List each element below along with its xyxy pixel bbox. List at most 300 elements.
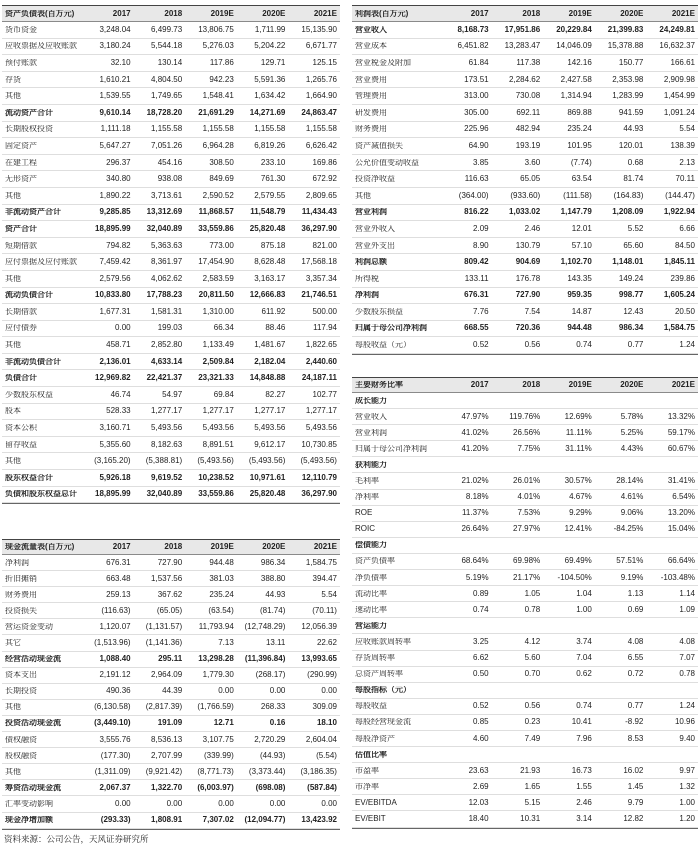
balance-sheet-value-2020e: 761.30 — [260, 174, 286, 184]
balance-sheet-value-2018: 4,804.50 — [151, 74, 183, 84]
income-statement-value-2019e: (111.58) — [563, 190, 592, 200]
income-statement-value-2018: 727.90 — [515, 290, 541, 300]
cash-flow-year-header-2019e: 2019E — [210, 542, 234, 551]
income-statement-value-2021e: 16,632.37 — [659, 41, 695, 51]
cash-flow-value-2017: (177.30) — [100, 750, 131, 760]
financial-ratios-row-label: EV/EBIT — [355, 814, 386, 823]
financial-ratios-value-2019e: 12.41% — [564, 524, 592, 534]
income-statement-value-2020e: 2,353.98 — [612, 74, 644, 84]
income-statement-row — [352, 155, 698, 172]
financial-ratios-value-2017: 8.18% — [465, 492, 489, 502]
balance-sheet-value-2021e: 117.94 — [313, 323, 337, 333]
cash-flow-value-2018: 44.39 — [162, 686, 183, 696]
income-statement-value-2019e: 63.54 — [571, 174, 592, 184]
balance-sheet-total-row — [2, 487, 340, 504]
income-statement-year-header-2018: 2018 — [522, 8, 541, 18]
financial-ratios-value-2018: 5.15 — [524, 797, 541, 807]
income-statement-value-2020e: 44.93 — [623, 124, 644, 134]
balance-sheet-value-2020e: 14,271.69 — [249, 107, 286, 117]
balance-sheet-row — [2, 271, 340, 288]
balance-sheet-value-2019e: 11,868.57 — [198, 207, 234, 217]
income-statement-row-label: 营业成本 — [355, 42, 387, 51]
financial-ratios-value-2018: 27.97% — [513, 524, 541, 534]
financial-ratios-value-2020e: 9.79 — [627, 797, 644, 807]
income-statement-row-label: 少数股东损益 — [355, 307, 403, 316]
income-statement-value-2021e: 2.13 — [679, 157, 695, 167]
cash-flow-value-2020e: (12,748.29) — [244, 621, 286, 631]
financial-ratios-row — [352, 763, 698, 779]
cash-flow-value-2018: 367.62 — [157, 589, 183, 599]
balance-sheet-value-2020e: 25,820.48 — [249, 223, 286, 233]
balance-sheet-value-2019e: 1,133.49 — [202, 340, 234, 350]
financial-ratios-value-2020e: 1.45 — [627, 781, 644, 791]
balance-sheet-year-header-2018: 2018 — [164, 8, 183, 18]
financial-ratios-value-2018: 26.56% — [513, 427, 541, 437]
income-statement-title: 利润表(百万元) — [355, 9, 409, 18]
cash-flow-value-2020e: (11,396.84) — [244, 654, 286, 664]
financial-ratios-value-2017: 0.74 — [473, 604, 489, 614]
cash-flow-value-2017: (1,513.96) — [94, 638, 131, 648]
balance-sheet-row-label: 流动资产合计 — [5, 108, 53, 117]
balance-sheet-total-row — [2, 205, 340, 222]
balance-sheet-value-2020e: 8,628.48 — [254, 257, 286, 267]
balance-sheet-value-2019e: 21,691.29 — [198, 107, 234, 117]
balance-sheet-row — [2, 321, 340, 338]
income-statement-value-2019e: 57.10 — [571, 240, 592, 250]
cash-flow-value-2019e: (8,771.73) — [197, 766, 234, 776]
cash-flow-row-label: 净利润 — [5, 558, 29, 567]
income-statement-total-row — [352, 288, 698, 305]
balance-sheet-value-2020e: 1,634.42 — [254, 91, 286, 101]
financial-ratios-row-label: 资产负债率 — [355, 557, 395, 566]
cash-flow-value-2017: 676.31 — [106, 557, 131, 567]
balance-sheet-value-2019e: 5,276.03 — [202, 41, 234, 51]
balance-sheet-value-2017: 2,136.01 — [99, 356, 131, 366]
financial-ratios-value-2019e: 12.69% — [564, 411, 592, 421]
cash-flow-value-2020e: (3,373.44) — [248, 766, 286, 776]
cash-flow-value-2018: (9,921.42) — [145, 766, 183, 776]
financial-ratios-section-row — [352, 618, 698, 634]
balance-sheet-value-2018: 1,749.65 — [151, 91, 183, 101]
financial-ratios-value-2017: 68.64% — [461, 556, 489, 566]
financial-ratios-row — [352, 731, 698, 747]
balance-sheet-row-label: 其他 — [5, 274, 21, 283]
income-statement-value-2021e: 1,845.11 — [664, 257, 695, 267]
balance-sheet-value-2017: 32.10 — [110, 57, 131, 67]
balance-sheet-value-2019e: 6,964.28 — [202, 140, 234, 150]
financial-ratios-value-2021e: 4.08 — [679, 636, 695, 646]
financial-ratios-value-2017: 12.03 — [468, 797, 489, 807]
balance-sheet-value-2017: 1,539.55 — [99, 91, 131, 101]
financial-ratios-value-2019e: 30.57% — [564, 476, 592, 486]
cash-flow-value-2021e: 13,993.65 — [301, 654, 337, 664]
income-statement-value-2021e: 1,091.24 — [663, 107, 695, 117]
income-statement-value-2018: 65.05 — [520, 174, 541, 184]
cash-flow-header-row — [2, 539, 340, 555]
financial-ratios-header-row — [352, 377, 698, 393]
income-statement-value-2020e: (164.83) — [613, 190, 644, 200]
income-statement-value-2021e: 6.66 — [679, 223, 695, 233]
cash-flow-value-2018: 727.90 — [157, 557, 183, 567]
financial-ratios-value-2021e: 7.07 — [679, 653, 695, 663]
balance-sheet-value-2018: 54.97 — [162, 389, 183, 399]
balance-sheet-row-label: 资本公积 — [5, 424, 37, 433]
balance-sheet-value-2019e: 17,454.90 — [198, 257, 234, 267]
cash-flow-value-2020e: 388.80 — [260, 573, 286, 583]
balance-sheet-row-label: 流动负债合计 — [5, 291, 53, 300]
balance-sheet-value-2017: 7,459.42 — [99, 257, 131, 267]
income-statement-value-2019e: 14,046.09 — [556, 41, 592, 51]
financial-ratios-value-2019e: 0.62 — [576, 669, 592, 679]
balance-sheet-value-2021e: 2,440.60 — [305, 356, 337, 366]
balance-sheet-row-label: 在建工程 — [5, 158, 37, 167]
balance-sheet-row — [2, 88, 340, 105]
balance-sheet-value-2021e: 24,187.11 — [301, 373, 337, 383]
income-statement-value-2019e: 14.87 — [571, 306, 592, 316]
income-statement-row — [352, 337, 698, 354]
balance-sheet-value-2017: (3,165.20) — [94, 456, 131, 466]
income-statement-row — [352, 238, 698, 255]
cash-flow-value-2019e: (6,003.97) — [197, 782, 234, 792]
balance-sheet-value-2020e: 1,155.58 — [254, 124, 286, 134]
balance-sheet-row-label: 资产合计 — [5, 224, 37, 233]
balance-sheet-value-2019e: 66.34 — [213, 323, 234, 333]
financial-ratios-year-header-2021e: 2021E — [671, 380, 695, 389]
balance-sheet-value-2017: 3,160.71 — [99, 423, 131, 433]
cash-flow-value-2017: 3,555.76 — [99, 734, 131, 744]
financial-ratios-value-2020e: 6.55 — [627, 653, 644, 663]
income-statement-row — [352, 39, 698, 56]
balance-sheet-value-2020e: 611.92 — [261, 306, 286, 316]
balance-sheet-value-2019e: 2,509.84 — [202, 356, 234, 366]
balance-sheet-value-2021e: 1,155.58 — [305, 124, 337, 134]
income-statement-value-2018: 130.79 — [515, 240, 541, 250]
income-statement-header-row — [352, 5, 698, 22]
income-statement-value-2018: 692.11 — [516, 107, 541, 117]
income-statement-value-2017: 2.09 — [473, 223, 489, 233]
financial-ratios-value-2019e: 9.29% — [569, 508, 592, 518]
income-statement-row — [352, 271, 698, 288]
financial-ratios-value-2019e: 1.55 — [576, 781, 592, 791]
cash-flow-value-2021e: 12,056.39 — [301, 621, 337, 631]
income-statement-row — [352, 188, 698, 205]
income-statement-value-2020e: 21,399.83 — [607, 24, 644, 34]
cash-flow-value-2019e: 235.24 — [209, 589, 234, 599]
financial-ratios-section-label: 偿债能力 — [355, 541, 387, 550]
balance-sheet-row — [2, 437, 340, 454]
financial-ratios-value-2017: 5.19% — [465, 572, 489, 582]
balance-sheet-value-2018: (5,388.81) — [145, 456, 183, 466]
cash-flow-value-2018: (1,131.57) — [145, 621, 183, 631]
cash-flow-value-2019e: 12.71 — [213, 718, 234, 728]
cash-flow-year-header-2018: 2018 — [164, 542, 183, 551]
cash-flow-row-label: 资本支出 — [5, 671, 37, 680]
balance-sheet-value-2017: 2,579.56 — [99, 273, 131, 283]
income-statement-value-2020e: 15,378.88 — [607, 41, 644, 51]
balance-sheet-value-2019e: 13,806.75 — [198, 24, 234, 34]
cash-flow-value-2021e: 394.47 — [312, 573, 337, 583]
income-statement-value-2018: 2.46 — [524, 223, 541, 233]
income-statement-value-2018: 176.78 — [515, 273, 541, 283]
financial-ratios-row-label: 每股收益 — [355, 702, 387, 711]
balance-sheet-row-label: 负债合计 — [5, 374, 37, 383]
balance-sheet-row-label: 股本 — [5, 407, 21, 416]
balance-sheet-value-2020e: 1,481.67 — [254, 340, 286, 350]
financial-ratios-section-row — [352, 747, 698, 763]
balance-sheet-row-label: 股东权益合计 — [5, 473, 53, 482]
financial-ratios-row-label: 营业利润 — [355, 428, 387, 437]
cash-flow-value-2018: 8,536.13 — [151, 734, 183, 744]
financial-ratios-value-2020e: -84.25% — [613, 524, 644, 534]
income-statement-value-2017: 809.42 — [464, 257, 489, 267]
cash-flow-value-2017: 663.48 — [106, 573, 131, 583]
financial-ratios-row-label: 速动比率 — [355, 605, 387, 614]
income-statement-value-2021e: 138.39 — [670, 140, 695, 150]
financial-ratios-value-2017: 0.85 — [473, 717, 489, 727]
balance-sheet-value-2017: 3,248.04 — [99, 24, 131, 34]
balance-sheet-row — [2, 188, 340, 205]
financial-ratios-row — [352, 522, 698, 538]
balance-sheet-row-label: 其他 — [5, 191, 21, 200]
income-statement-value-2017: 133.11 — [464, 273, 489, 283]
financial-ratios-value-2018: 7.53% — [517, 508, 541, 518]
balance-sheet-header-row — [2, 5, 340, 22]
financial-ratios-row-label: 市盈率 — [355, 766, 379, 775]
income-statement-value-2017: 676.31 — [464, 290, 489, 300]
financial-ratios-value-2021e: 1.20 — [679, 813, 695, 823]
balance-sheet-row — [2, 453, 340, 470]
cash-flow-value-2018: 191.09 — [157, 718, 183, 728]
balance-sheet-value-2018: 5,493.56 — [151, 423, 183, 433]
balance-sheet-value-2017: 1,677.31 — [99, 306, 131, 316]
income-statement-year-header-2021e: 2021E — [671, 8, 695, 18]
cash-flow-value-2018: (1,141.36) — [145, 638, 183, 648]
income-statement-value-2020e: 5.52 — [627, 223, 644, 233]
cash-flow-row-label: 经营活动现金流 — [5, 655, 61, 664]
balance-sheet-value-2019e: 1,310.00 — [202, 306, 234, 316]
financial-ratios-value-2017: 2.69 — [473, 781, 489, 791]
balance-sheet-value-2020e: 233.10 — [260, 157, 286, 167]
income-statement-value-2018: 193.19 — [515, 140, 541, 150]
balance-sheet-year-header-2020e: 2020E — [262, 8, 286, 18]
cash-flow-value-2019e: 381.03 — [209, 573, 234, 583]
financial-ratios-row — [352, 506, 698, 522]
cash-flow-row — [2, 635, 340, 651]
financial-ratios-value-2018: 21.17% — [513, 572, 541, 582]
cash-flow-value-2017: 2,191.12 — [99, 670, 131, 680]
income-statement-year-header-2020e: 2020E — [620, 8, 644, 18]
income-statement-row-label: 营业外收入 — [355, 224, 395, 233]
income-statement-value-2019e: 2,427.58 — [560, 74, 592, 84]
financial-ratios-value-2020e: 4.43% — [620, 443, 644, 453]
income-statement-value-2020e: 150.77 — [618, 57, 644, 67]
financial-ratios-section-label: 每股指标（元） — [355, 686, 411, 695]
cash-flow-value-2021e: 22.62 — [316, 638, 337, 648]
income-statement-row — [352, 171, 698, 188]
cash-flow-value-2020e: (268.17) — [255, 670, 286, 680]
cash-flow-value-2018: (2,817.39) — [145, 702, 183, 712]
cash-flow-value-2017: (1,311.09) — [94, 766, 131, 776]
cash-flow-row — [2, 796, 340, 812]
balance-sheet-value-2021e: 6,626.42 — [305, 140, 337, 150]
balance-sheet-row-label: 短期借款 — [5, 241, 37, 250]
income-statement-value-2017: (364.00) — [458, 190, 489, 200]
income-statement-value-2020e: 986.34 — [618, 323, 644, 333]
financial-ratios-value-2020e: 5.25% — [620, 427, 644, 437]
balance-sheet-total-row — [2, 105, 340, 122]
financial-ratios-value-2021e: 66.64% — [667, 556, 695, 566]
balance-sheet-row-label: 负债和股东权益总计 — [5, 490, 77, 499]
income-statement-value-2019e: 944.48 — [567, 323, 592, 333]
balance-sheet-value-2021e: 21,746.51 — [301, 290, 337, 300]
balance-sheet-value-2019e: 33,559.86 — [198, 223, 234, 233]
balance-sheet-value-2019e: 10,238.52 — [198, 472, 234, 482]
cash-flow-row — [2, 748, 340, 764]
financial-ratios-value-2020e: 12.82 — [623, 813, 644, 823]
balance-sheet-value-2020e: 129.71 — [260, 57, 286, 67]
cash-flow-value-2020e: 986.34 — [260, 557, 286, 567]
financial-ratios-value-2019e: 16.73 — [571, 765, 592, 775]
cash-flow-value-2018: 1,537.56 — [151, 573, 183, 583]
financial-ratios-value-2019e: 69.49% — [564, 556, 592, 566]
income-statement-value-2017: 6,451.82 — [457, 41, 489, 51]
cash-flow-value-2021e: (5.54) — [316, 750, 337, 760]
financial-ratios-value-2018: 4.12 — [524, 636, 541, 646]
financial-ratios-row — [352, 699, 698, 715]
balance-sheet-total-row — [2, 221, 340, 238]
financial-ratios-row — [352, 586, 698, 602]
income-statement-value-2018: 904.69 — [515, 257, 541, 267]
balance-sheet-row — [2, 122, 340, 139]
income-statement-value-2019e: 869.88 — [567, 107, 592, 117]
cash-flow-value-2019e: 3,107.75 — [202, 734, 234, 744]
cash-flow-table — [2, 539, 340, 830]
cash-flow-value-2021e: (290.99) — [307, 670, 337, 680]
financial-ratios-value-2020e: 57.51% — [616, 556, 644, 566]
income-statement-value-2017: 116.63 — [464, 174, 489, 184]
balance-sheet-value-2018: 32,040.89 — [146, 489, 183, 499]
cash-flow-row — [2, 555, 340, 571]
cash-flow-value-2017: (293.33) — [100, 815, 131, 825]
balance-sheet-value-2019e: 1,548.41 — [202, 91, 234, 101]
balance-sheet-value-2017: 1,890.22 — [99, 190, 131, 200]
cash-flow-row — [2, 764, 340, 780]
balance-sheet-value-2019e: 942.23 — [209, 74, 234, 84]
balance-sheet-value-2019e: 1,277.17 — [202, 406, 234, 416]
financial-ratios-value-2019e: 3.14 — [576, 813, 592, 823]
cash-flow-total-row — [2, 813, 340, 829]
financial-ratios-value-2018: 119.76% — [509, 411, 541, 421]
balance-sheet-row — [2, 420, 340, 437]
cash-flow-value-2020e: 0.00 — [269, 686, 286, 696]
balance-sheet-value-2018: 454.16 — [157, 157, 183, 167]
income-statement-total-row — [352, 205, 698, 222]
cash-flow-value-2019e: 1,779.30 — [202, 670, 234, 680]
cash-flow-value-2021e: (3,186.35) — [300, 766, 337, 776]
income-statement-row-label: 利润总额 — [355, 258, 387, 267]
balance-sheet-value-2020e: 875.18 — [260, 240, 286, 250]
financial-ratios-value-2019e: 3.74 — [576, 636, 592, 646]
cash-flow-value-2019e: 0.00 — [218, 686, 234, 696]
cash-flow-value-2017: 0.00 — [115, 798, 131, 808]
balance-sheet-value-2021e: 5,493.56 — [305, 423, 337, 433]
income-statement-value-2017: 816.22 — [464, 207, 489, 217]
financial-ratios-value-2018: 5.60 — [524, 653, 541, 663]
financial-ratios-value-2018: 10.31 — [520, 813, 541, 823]
financial-ratios-year-header-2017: 2017 — [470, 380, 489, 389]
financial-ratios-row — [352, 425, 698, 441]
cash-flow-value-2021e: 0.00 — [321, 798, 337, 808]
financial-ratios-row — [352, 651, 698, 667]
financial-ratios-row-label: ROE — [355, 509, 373, 518]
balance-sheet-value-2018: 32,040.89 — [146, 223, 183, 233]
balance-sheet-value-2021e: 672.92 — [312, 174, 337, 184]
income-statement-row-label: 所得税 — [355, 274, 379, 283]
financial-ratios-section-row — [352, 457, 698, 473]
financial-ratios-section-label: 获利能力 — [355, 460, 387, 469]
financial-ratios-value-2018: 7.75% — [517, 443, 541, 453]
income-statement-value-2018: 117.38 — [516, 57, 541, 67]
balance-sheet-row — [2, 171, 340, 188]
balance-sheet-row — [2, 238, 340, 255]
cash-flow-value-2018: (65.05) — [156, 605, 183, 615]
income-statement-value-2020e: 1,283.99 — [612, 91, 644, 101]
financial-ratios-value-2018: 0.78 — [524, 604, 541, 614]
income-statement-year-header-2017: 2017 — [470, 8, 489, 18]
income-statement-value-2021e: 1,922.94 — [663, 207, 695, 217]
financial-ratios-value-2017: 21.02% — [461, 476, 489, 486]
source-note: 资料来源：公司公告，天风证券研究所 — [4, 834, 149, 844]
cash-flow-value-2020e: 0.00 — [269, 798, 286, 808]
financial-ratios-row — [352, 634, 698, 650]
balance-sheet-value-2020e: 14,848.88 — [249, 373, 286, 383]
balance-sheet-value-2019e: 1,155.58 — [202, 124, 234, 134]
financial-ratios-row-label: EV/EBITDA — [355, 798, 397, 807]
income-statement-value-2018: 13,283.47 — [504, 41, 541, 51]
cash-flow-value-2019e: 11,793.94 — [198, 621, 234, 631]
cash-flow-value-2021e: (587.84) — [307, 782, 337, 792]
income-statement-row-label: 归属于母公司净利润 — [355, 324, 427, 333]
income-statement-value-2017: 0.52 — [473, 340, 489, 350]
cash-flow-value-2019e: 7,307.02 — [202, 815, 234, 825]
cash-flow-value-2018: 1,808.91 — [151, 815, 183, 825]
balance-sheet-value-2020e: 1,277.17 — [254, 406, 286, 416]
financial-ratios-row-label: 存货周转率 — [355, 654, 395, 663]
financial-ratios-table — [352, 377, 698, 829]
balance-sheet-row — [2, 22, 340, 39]
financial-ratios-value-2019e: 0.74 — [576, 701, 592, 711]
financial-ratios-value-2019e: 2.46 — [576, 797, 592, 807]
balance-sheet-value-2018: 6,499.73 — [151, 24, 183, 34]
financial-ratios-value-2021e: 9.40 — [679, 733, 695, 743]
cash-flow-value-2017: 490.36 — [106, 686, 131, 696]
income-statement-row-label: 每股收益（元） — [355, 341, 411, 350]
balance-sheet-value-2021e: 1,822.65 — [305, 340, 337, 350]
balance-sheet-value-2017: 528.33 — [106, 406, 131, 416]
cash-flow-value-2018: 295.11 — [158, 654, 183, 664]
cash-flow-value-2021e: 18.10 — [316, 718, 337, 728]
cash-flow-value-2021e: 309.09 — [312, 702, 337, 712]
balance-sheet-row-label: 应付票据及应付账款 — [5, 258, 77, 267]
financial-ratios-row-label: 毛利率 — [355, 477, 379, 486]
balance-sheet-value-2018: 18,728.20 — [146, 107, 183, 117]
cash-flow-value-2017: 2,067.37 — [99, 782, 131, 792]
financial-ratios-row-label: 市净率 — [355, 782, 379, 791]
balance-sheet-value-2021e: 12,110.79 — [301, 472, 337, 482]
financial-ratios-value-2020e: 4.61% — [620, 492, 644, 502]
income-statement-value-2020e: 1,148.01 — [612, 257, 644, 267]
balance-sheet-value-2021e: 10,730.85 — [301, 439, 337, 449]
